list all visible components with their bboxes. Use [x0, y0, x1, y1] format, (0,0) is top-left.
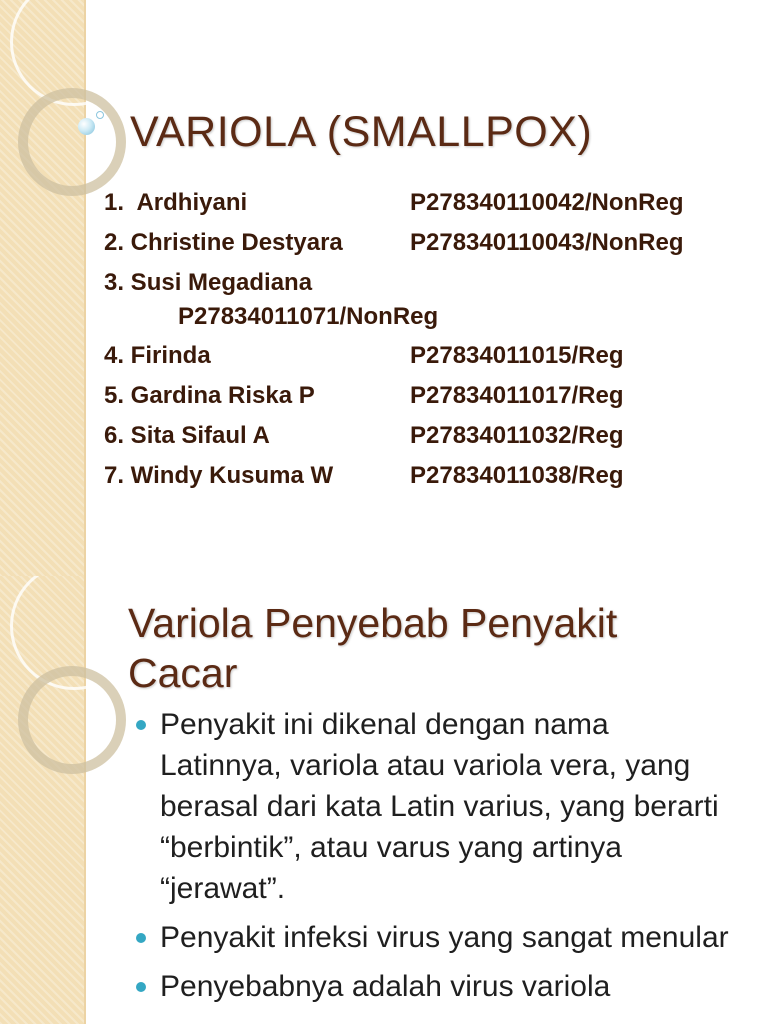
member-row: [104, 339, 754, 379]
member-row: [104, 379, 754, 419]
member-id: P27834011071/NonReg: [178, 303, 439, 330]
bullet-dot-icon: [136, 933, 146, 943]
bullet-item: [132, 917, 732, 958]
decorative-bubble-small: [96, 111, 104, 119]
member-name: 1. Ardhiyani: [104, 189, 248, 216]
decorative-ring-lower: [18, 88, 126, 196]
decorative-bubble-large: [78, 118, 95, 135]
member-name: 6. Sita Sifaul A: [104, 422, 270, 449]
member-id: P27834011038/Reg: [410, 462, 624, 489]
slide-title: VARIOLA (SMALLPOX): [130, 108, 593, 156]
member-list: [104, 186, 754, 499]
member-id: P278340110042/NonReg: [410, 189, 684, 216]
bullet-item: [132, 966, 732, 1007]
member-id: P27834011017/Reg: [410, 382, 624, 409]
member-name: 4. Firinda: [104, 342, 211, 369]
member-row: [104, 186, 754, 226]
slide-2: [0, 576, 768, 1024]
member-row: [104, 459, 754, 499]
slide-title: Variola Penyebab Penyakit Cacar: [128, 600, 618, 696]
bullet-list: [132, 704, 732, 1015]
member-row: [104, 419, 754, 459]
member-name: 2. Christine Destyara: [104, 229, 343, 256]
bullet-text: Penyakit infeksi virus yang sangat menular: [160, 921, 729, 954]
member-name: 7. Windy Kusuma W: [104, 462, 334, 489]
member-id: P27834011015/Reg: [410, 342, 624, 369]
member-name: 5. Gardina Riska P: [104, 382, 315, 409]
bullet-item: [132, 704, 732, 909]
decorative-ring-lower: [18, 666, 126, 774]
member-id: P278340110043/NonReg: [410, 229, 684, 256]
member-row: [104, 266, 754, 339]
member-name: 3. Susi Megadiana: [104, 269, 313, 296]
member-id: P27834011032/Reg: [410, 422, 624, 449]
member-row: [104, 226, 754, 266]
bullet-dot-icon: [136, 720, 146, 730]
bullet-text: Penyakit ini dikenal dengan nama Latinnya, variola atau variola vera, yang berasal dari kata Latin varius, yang berarti “berbintik”, atau varus yang artinya “jerawat”.: [160, 708, 719, 905]
bullet-text: Penyebabnya adalah virus variola: [160, 970, 611, 1003]
bullet-dot-icon: [136, 982, 146, 992]
